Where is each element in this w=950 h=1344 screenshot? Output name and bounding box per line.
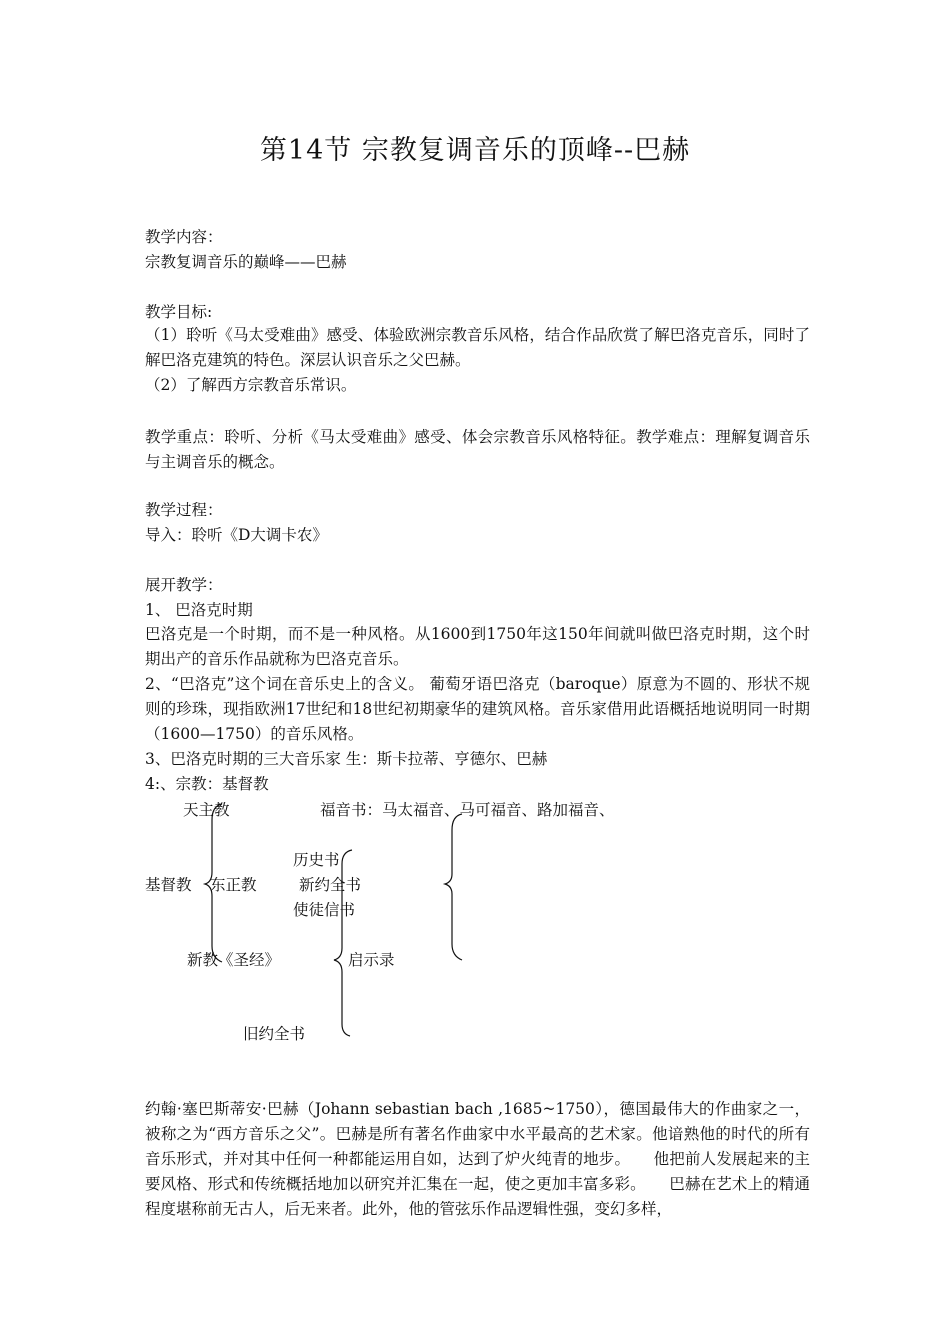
diagram-old-testament: 旧约全书 — [243, 1025, 306, 1043]
process-heading: 教学过程： — [145, 501, 223, 519]
intro-line: 导入：聆听《D大调卡农》 — [145, 526, 328, 544]
key-points: 教学重点：聆听、分析《马太受难曲》感受、体会宗教音乐风格特征。教学难点：理解复调音乐与主调音乐的概念。 — [145, 428, 810, 471]
diagram-orthodox: 东正教 — [210, 876, 257, 894]
item-2-text: 2、“巴洛克”这个词在音乐史上的含义。 葡萄牙语巴洛克（baroque）原意为不圆的、形状不规则的珍珠，现指欧洲17世纪和18世纪初期豪华的建筑风格。音乐家借用此语概括地说明同一时期（1600—1750）的音乐风格。 — [145, 675, 810, 743]
diagram-epistles: 使徒信书 — [293, 901, 356, 919]
item-1-title: 1、 巴洛克时期 — [145, 601, 253, 619]
page-title: 第14节 宗教复调音乐的顶峰--巴赫 — [259, 135, 691, 166]
item-1-text: 巴洛克是一个时期，而不是一种风格。从1600到1750年这150年间就叫做巴洛克时期，这个时期出产的音乐作品就称为巴洛克音乐。 — [145, 625, 810, 668]
brace-gospels — [445, 814, 462, 960]
item-4-text: 4:、宗教：基督教 — [145, 775, 269, 793]
content-heading: 教学内容： — [145, 228, 223, 246]
diagram-catholic: 天主教 — [183, 801, 230, 819]
goals-heading: 教学目标: — [145, 303, 213, 321]
bach-paragraph: 约翰·塞巴斯蒂安·巴赫（Johann sebastian bach ,1685~1750），德国最伟大的作曲家之一，被称之为“西方音乐之父”。巴赫是所有著名作曲家中水平最高的艺术家。他谙熟他的时代的所有音乐形式，并对其中任何一种都能运用自如，达到了炉火纯青的地步。 他把前人发展起来的主要风格、形式和传统概括地加以研究并汇集在一起，使之更加丰富多彩。 巴赫在艺术上的精通程度堪称前无古人，后无来者。此外，他的管弦乐作品逻辑性强，变幻多样， — [145, 1100, 810, 1218]
brace-new-testament — [334, 850, 352, 1036]
brace-christianity — [205, 804, 222, 962]
item-3-text: 3、巴洛克时期的三大音乐家 生：斯卡拉蒂、亨德尔、巴赫 — [145, 750, 548, 768]
diagram-gospels: 福音书：马太福音、马可福音、路加福音、 — [320, 801, 615, 819]
diagram-history: 历史书 — [293, 851, 340, 869]
diagram-new-testament: 新约全书 — [299, 876, 362, 894]
diagram-revelation: 启示录 — [348, 951, 395, 969]
content-text: 宗教复调音乐的巅峰——巴赫 — [145, 253, 347, 271]
goal-1: （1）聆听《马太受难曲》感受、体验欧洲宗教音乐风格，结合作品欣赏了解巴洛克音乐，同时了解巴洛克建筑的特色。深层认识音乐之父巴赫。 — [145, 326, 810, 369]
diagram-christianity: 基督教 — [145, 876, 192, 894]
develop-heading: 展开教学： — [145, 576, 223, 594]
goal-2: （2）了解西方宗教音乐常识。 — [145, 376, 357, 394]
diagram-protestant: 新教《圣经》 — [187, 951, 281, 969]
